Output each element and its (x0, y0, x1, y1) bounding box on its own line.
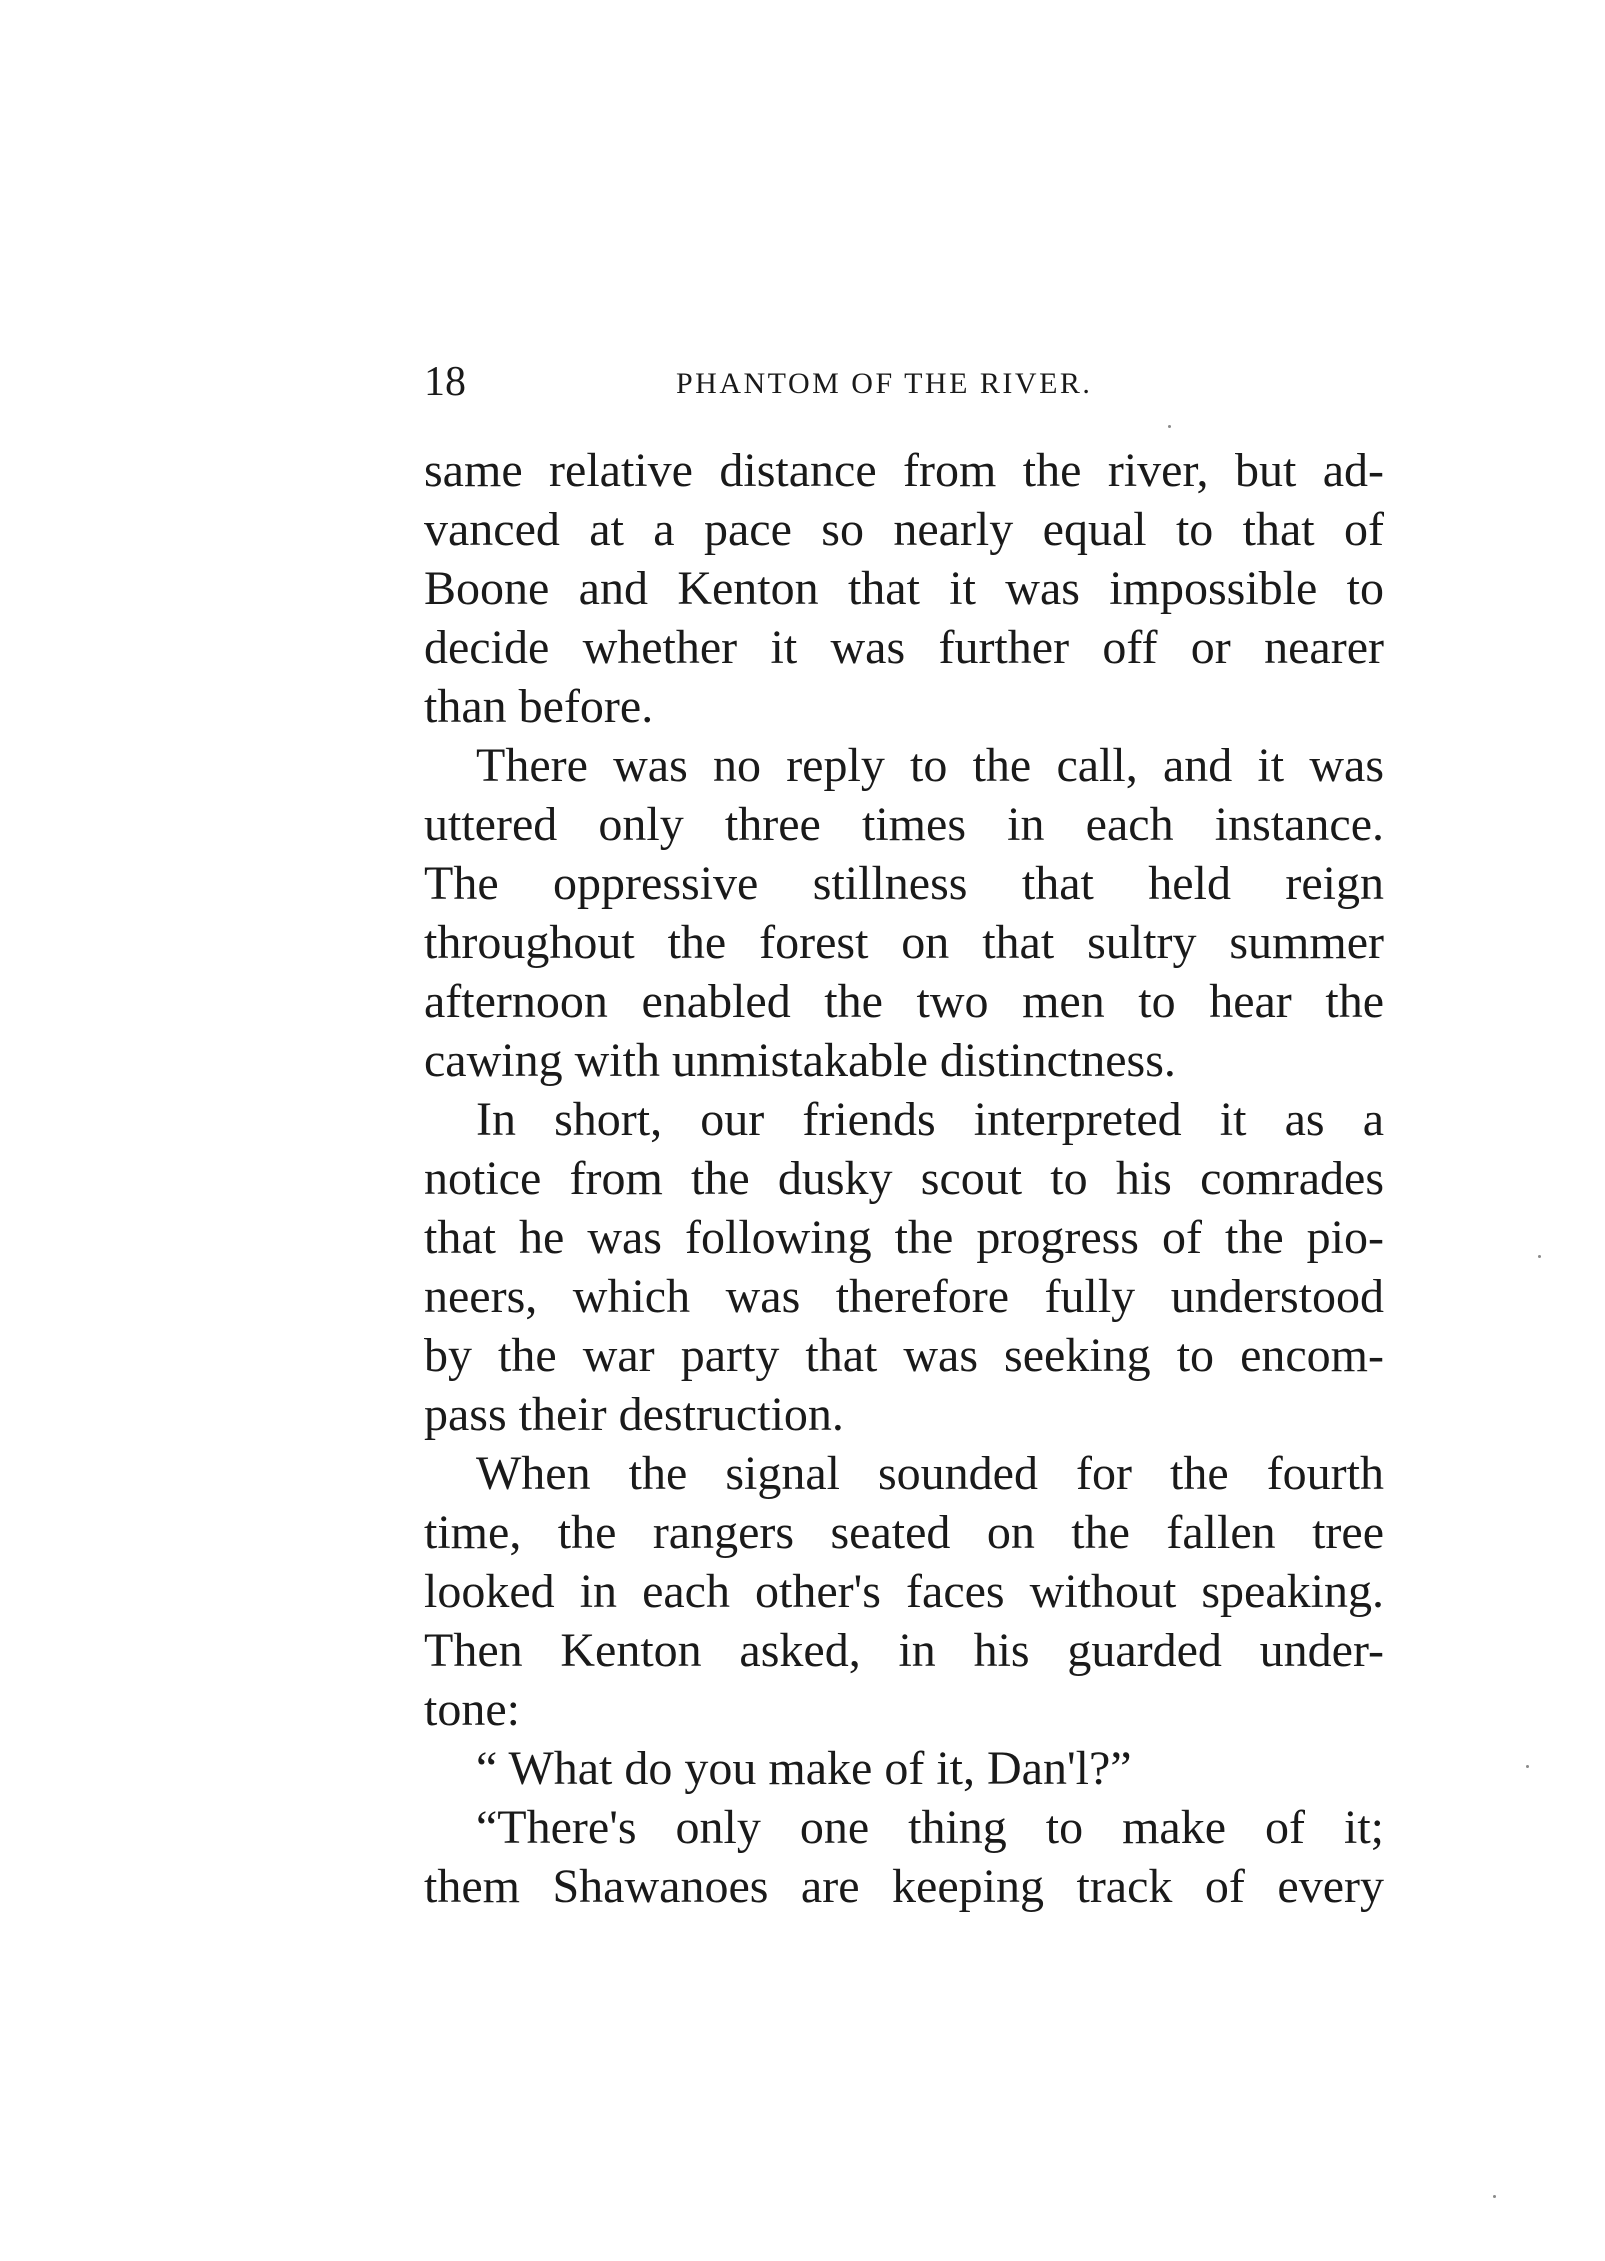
text-line: throughout the forest on that sultry summer (424, 916, 1384, 969)
text-line: vanced at a pace so nearly equal to that of (424, 503, 1384, 556)
text-line: decide whether it was further off or nearer (424, 621, 1384, 674)
paragraph-start-line: In short, our friends interpreted it as a (476, 1093, 1384, 1146)
text-line: than before. (424, 680, 654, 733)
page-number: 18 (424, 359, 466, 405)
text-line: cawing with unmistakable distinctness. (424, 1034, 1176, 1087)
text-line: neers, which was therefore fully understood (424, 1270, 1384, 1323)
text-line: The oppressive stillness that held reign (424, 857, 1384, 910)
paragraph-start-line: “ What do you make of it, Dan'l?” (476, 1742, 1132, 1795)
running-head (424, 352, 1384, 412)
text-line: notice from the dusky scout to his comrades (424, 1152, 1384, 1205)
body-text (424, 441, 1384, 1916)
text-line: that he was following the progress of the pio- (424, 1211, 1384, 1264)
scan-speck (1526, 1765, 1529, 1768)
text-line: tone: (424, 1683, 520, 1736)
text-line: pass their destruction. (424, 1388, 844, 1441)
scan-speck (1538, 1255, 1541, 1258)
text-line: same relative distance from the river, but ad- (424, 444, 1384, 497)
text-line: by the war party that was seeking to encom- (424, 1329, 1384, 1382)
text-line: them Shawanoes are keeping track of every (424, 1860, 1384, 1913)
paragraph-start-line: There was no reply to the call, and it was (476, 739, 1384, 792)
paragraph-start-line: When the signal sounded for the fourth (476, 1447, 1384, 1500)
text-line: afternoon enabled the two men to hear the (424, 975, 1384, 1028)
text-line: Boone and Kenton that it was impossible to (424, 562, 1384, 615)
text-line: Then Kenton asked, in his guarded under- (424, 1624, 1384, 1677)
running-title: PHANTOM OF THE RIVER. (676, 367, 1093, 400)
text-line: time, the rangers seated on the fallen tree (424, 1506, 1384, 1559)
paragraph-start-line: “There's only one thing to make of it; (476, 1801, 1384, 1854)
text-line: uttered only three times in each instance. (424, 798, 1384, 851)
scan-speck (1168, 425, 1171, 428)
scan-speck (1493, 2195, 1496, 2198)
text-line: looked in each other's faces without speaking. (424, 1565, 1384, 1618)
